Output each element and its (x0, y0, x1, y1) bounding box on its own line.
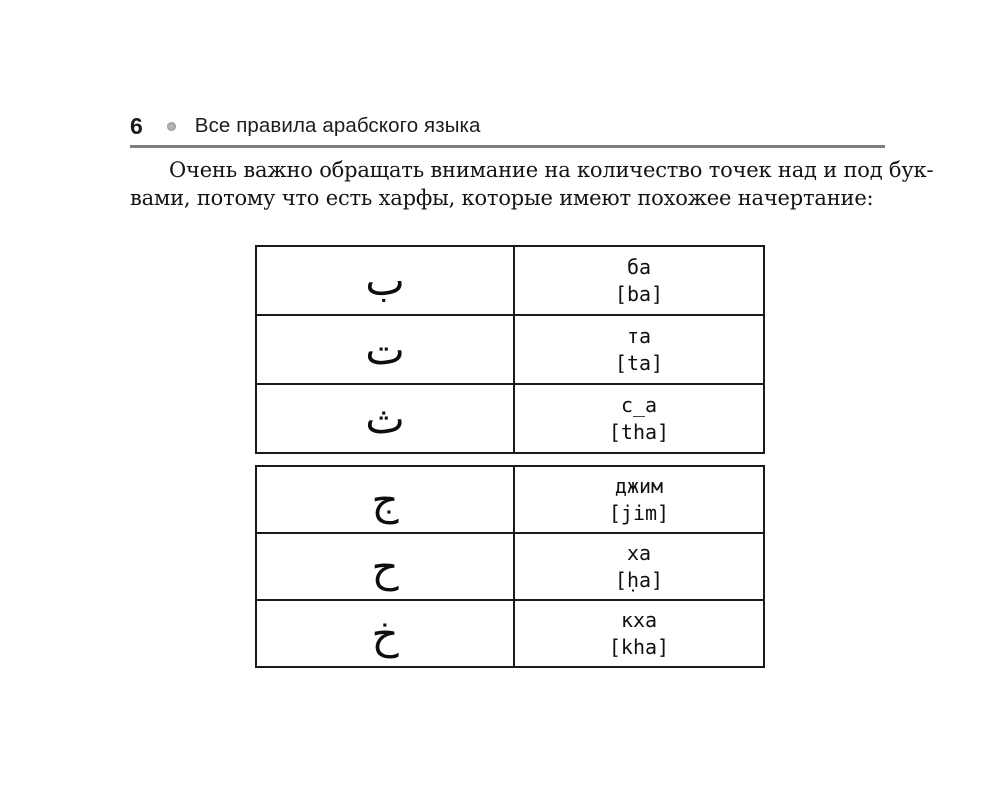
page-header (130, 113, 481, 139)
intro-line-1: Очень важно обращать внимание на количество точек над и под бук- (169, 158, 934, 182)
letter-name-cell (514, 466, 764, 533)
table-row (256, 600, 764, 667)
table-row (256, 246, 764, 315)
table-row (256, 384, 764, 453)
letter-transliteration: [ta] (614, 350, 664, 375)
intro-line-2: вами, потому что есть харфы, которые имеют похожее начертание: (130, 186, 874, 210)
letter-name: ха (626, 540, 652, 565)
letters-table-1 (255, 245, 765, 454)
arabic-letter: ث (256, 384, 514, 453)
letters-table-2 (255, 465, 765, 668)
table-row (256, 315, 764, 384)
page-number: 6 (130, 113, 143, 139)
arabic-letter: ب (256, 246, 514, 315)
letter-name: джим (614, 473, 664, 498)
letter-transliteration: [ba] (614, 281, 664, 306)
table-row (256, 533, 764, 600)
arabic-letter: ج (256, 466, 514, 533)
letter-name: с̲а (620, 392, 658, 417)
letter-transliteration: [kha] (608, 634, 670, 659)
letter-name: кха (620, 607, 658, 632)
letter-name-cell (514, 246, 764, 315)
letter-name-cell (514, 384, 764, 453)
letter-transliteration: [ḥa] (614, 567, 664, 592)
letter-name-cell (514, 315, 764, 384)
arabic-letter: ح (256, 533, 514, 600)
table-row (256, 466, 764, 533)
arabic-letter: خ (256, 600, 514, 667)
letter-transliteration: [jim] (608, 500, 670, 525)
bullet-icon (167, 122, 176, 131)
intro-paragraph (130, 156, 934, 212)
letter-tables (255, 245, 763, 668)
letter-name: та (626, 323, 652, 348)
chapter-title: Все правила арабского языка (194, 114, 481, 137)
letter-name-cell (514, 600, 764, 667)
letter-name-cell (514, 533, 764, 600)
header-rule (130, 145, 885, 148)
letter-name: ба (626, 254, 652, 279)
arabic-letter: ت (256, 315, 514, 384)
letter-transliteration: [tha] (608, 419, 670, 444)
